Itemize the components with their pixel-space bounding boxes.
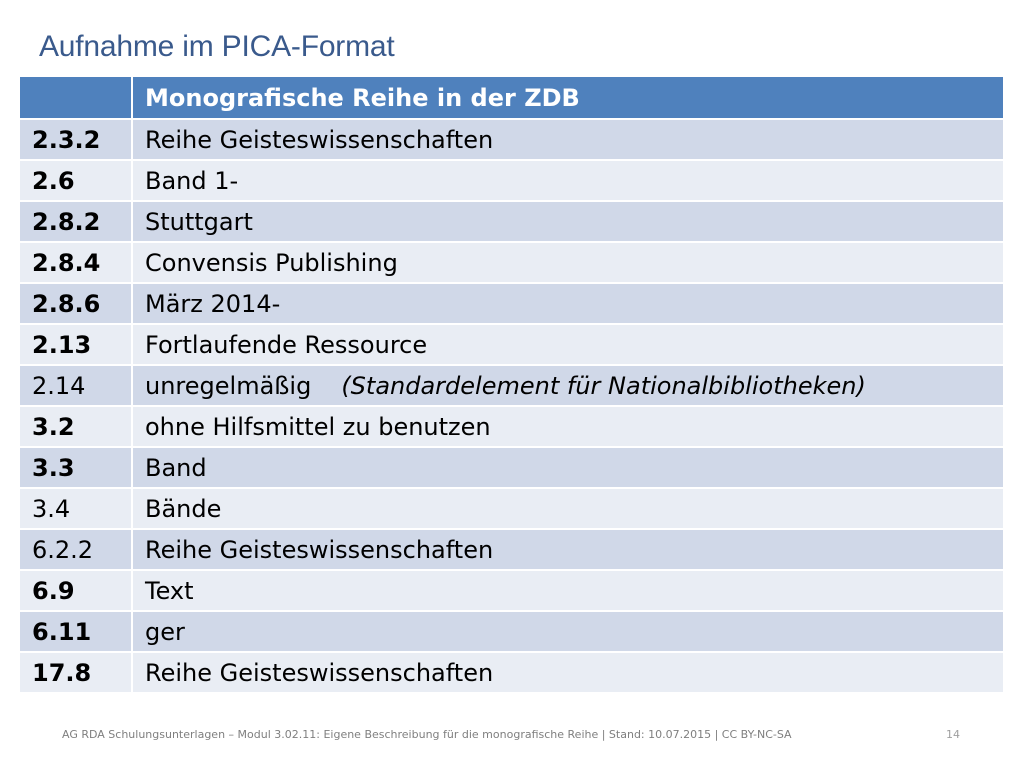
rda-code-cell: 6.2.2 — [20, 530, 133, 571]
table-row — [20, 530, 1003, 571]
rda-code-cell: 2.3.2 — [20, 120, 133, 161]
rda-code-cell: 6.9 — [20, 571, 133, 612]
table-header-row — [20, 77, 1003, 120]
footer-text: AG RDA Schulungsunterlagen – Modul 3.02.11: Eigene Beschreibung für die monografische Reihe | Stand: 10.07.2015 | CC BY-NC-SA — [62, 728, 792, 741]
page-number: 14 — [946, 728, 960, 741]
rda-code-cell: 2.8.2 — [20, 202, 133, 243]
header-description-cell: Monografische Reihe in der ZDB — [133, 77, 1003, 120]
value-text: Band — [145, 453, 207, 482]
value-note: (Standardelement für Nationalbibliotheken) — [341, 371, 866, 400]
value-cell — [133, 489, 1003, 530]
rda-code-cell: 17.8 — [20, 653, 133, 694]
value-cell — [133, 653, 1003, 694]
table-row — [20, 366, 1003, 407]
table-row — [20, 284, 1003, 325]
header-code-cell — [20, 77, 133, 120]
table-row — [20, 489, 1003, 530]
value-text: Text — [145, 576, 194, 605]
table-row — [20, 653, 1003, 694]
value-text: ohne Hilfsmittel zu benutzen — [145, 412, 491, 441]
value-text: Bände — [145, 494, 222, 523]
table-row — [20, 243, 1003, 284]
rda-code-cell: 2.8.6 — [20, 284, 133, 325]
value-cell — [133, 120, 1003, 161]
value-cell — [133, 571, 1003, 612]
value-text: Reihe Geisteswissenschaften — [145, 535, 494, 564]
table-row — [20, 120, 1003, 161]
value-cell — [133, 530, 1003, 571]
value-text: Fortlaufende Ressource — [145, 330, 428, 359]
value-cell — [133, 366, 1003, 407]
table-row — [20, 612, 1003, 653]
value-text: Stuttgart — [145, 207, 253, 236]
value-text: Reihe Geisteswissenschaften — [145, 125, 494, 154]
value-text: Convensis Publishing — [145, 248, 398, 277]
rda-code-cell: 3.3 — [20, 448, 133, 489]
value-text: unregelmäßig — [145, 371, 312, 400]
table-body — [20, 120, 1003, 694]
slide-title: Aufnahme im PICA-Format — [39, 30, 395, 63]
rda-code-cell: 2.14 — [20, 366, 133, 407]
pica-table — [20, 77, 1003, 694]
rda-code-cell: 3.2 — [20, 407, 133, 448]
value-cell — [133, 612, 1003, 653]
value-cell — [133, 284, 1003, 325]
value-cell — [133, 325, 1003, 366]
table-row — [20, 407, 1003, 448]
rda-code-cell: 2.6 — [20, 161, 133, 202]
table-row — [20, 161, 1003, 202]
rda-code-cell: 3.4 — [20, 489, 133, 530]
table-row — [20, 202, 1003, 243]
value-cell — [133, 243, 1003, 284]
table-row — [20, 325, 1003, 366]
value-text: März 2014- — [145, 289, 281, 318]
value-cell — [133, 161, 1003, 202]
value-text: Band 1- — [145, 166, 239, 195]
value-cell — [133, 448, 1003, 489]
value-cell — [133, 202, 1003, 243]
value-text: ger — [145, 617, 185, 646]
rda-code-cell: 6.11 — [20, 612, 133, 653]
rda-code-cell: 2.13 — [20, 325, 133, 366]
rda-code-cell: 2.8.4 — [20, 243, 133, 284]
value-text: Reihe Geisteswissenschaften — [145, 658, 494, 687]
table-row — [20, 571, 1003, 612]
table-row — [20, 448, 1003, 489]
value-cell — [133, 407, 1003, 448]
